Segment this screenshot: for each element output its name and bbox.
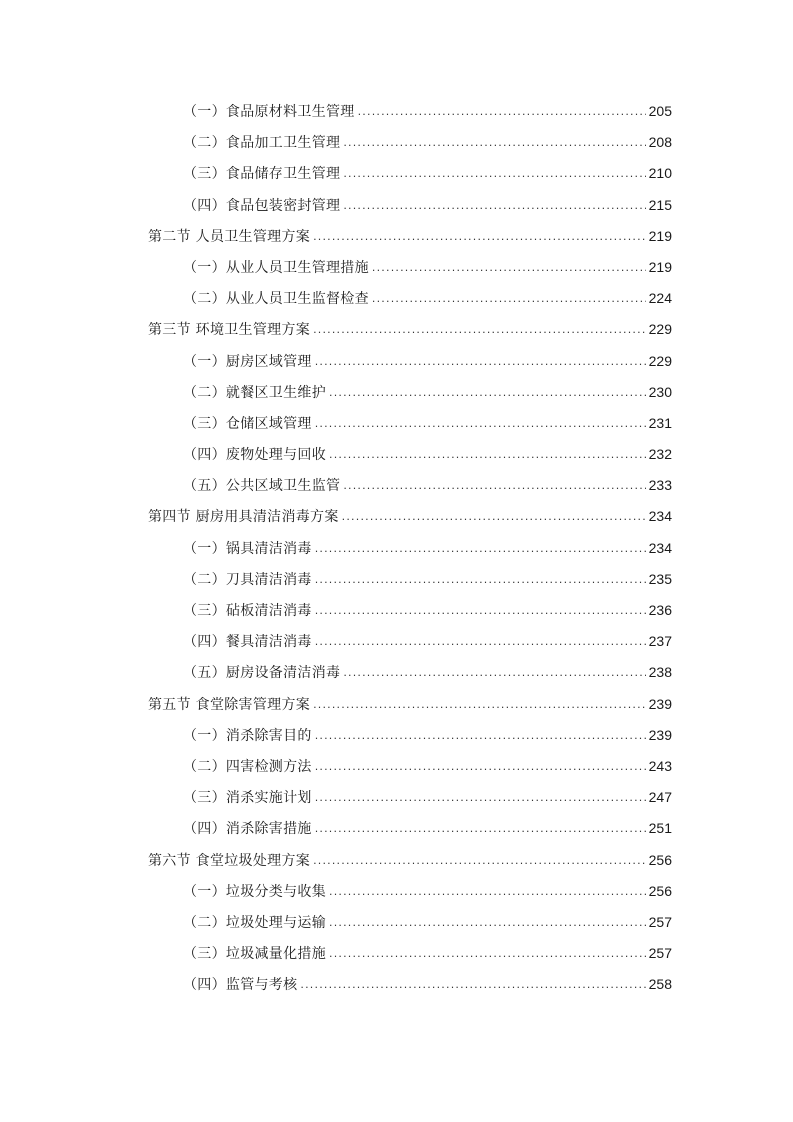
toc-entry[interactable]	[0, 252, 672, 283]
toc-leader-dots	[313, 689, 646, 720]
toc-entry-title: （三）垃圾减量化措施	[183, 946, 326, 963]
toc-leader-dots	[315, 533, 646, 564]
toc-page-number: 224	[648, 290, 672, 307]
toc-entry[interactable]	[0, 938, 672, 969]
toc-entry[interactable]	[0, 907, 672, 938]
toc-entry[interactable]	[0, 127, 672, 158]
toc-entry[interactable]	[0, 564, 672, 595]
toc-entry[interactable]	[0, 626, 672, 657]
toc-entry[interactable]	[0, 876, 672, 907]
toc-page-number: 256	[648, 882, 672, 899]
toc-page-number: 233	[648, 477, 672, 494]
toc-entry-title: （一）垃圾分类与收集	[183, 883, 326, 900]
toc-leader-dots	[343, 657, 645, 688]
toc-page-number: 234	[648, 539, 672, 556]
toc-entry-title: （二）刀具清洁消毒	[183, 571, 312, 588]
toc-leader-dots	[372, 283, 646, 314]
toc-page-number: 247	[648, 789, 672, 806]
toc-page-number: 239	[648, 726, 672, 743]
toc-page-number: 257	[648, 913, 672, 930]
toc-entry[interactable]	[0, 346, 672, 377]
toc-leader-dots	[315, 813, 646, 844]
toc-leader-dots	[343, 127, 645, 158]
toc-leader-dots	[315, 782, 646, 813]
toc-entry-title: （二）四害检测方法	[183, 758, 312, 775]
toc-page-number: 219	[648, 258, 672, 275]
toc-entry-title: （二）就餐区卫生维护	[183, 384, 326, 401]
toc-entry-title: （一）食品原材料卫生管理	[183, 104, 355, 120]
toc-page-number: 215	[648, 196, 672, 213]
toc-entry[interactable]	[0, 158, 672, 189]
toc-leader-dots	[315, 564, 646, 595]
toc-page-number: 256	[648, 851, 672, 868]
toc-entry-title: （四）废物处理与回收	[183, 447, 326, 464]
toc-leader-dots	[343, 190, 645, 221]
toc-page-number: 205	[648, 103, 672, 119]
toc-entry[interactable]	[0, 377, 672, 408]
toc-page-number: 219	[648, 227, 672, 244]
toc-leader-dots	[315, 720, 646, 751]
toc-entry-title: （四）餐具清洁消毒	[183, 634, 312, 651]
toc-leader-dots	[329, 876, 646, 907]
toc-entry-title: （五）厨房设备清洁消毒	[183, 665, 341, 682]
toc-entry-title: （四）食品包装密封管理	[183, 197, 341, 214]
toc-page-number: 243	[648, 757, 672, 774]
toc-entry[interactable]	[0, 969, 672, 1000]
toc-leader-dots	[329, 377, 646, 408]
toc-page-number: 251	[648, 820, 672, 837]
toc-section-title: 第四节 厨房用具清洁消毒方案	[148, 509, 339, 526]
toc-entry-title: （二）从业人员卫生监督检查	[183, 291, 369, 308]
toc-page-number: 232	[648, 446, 672, 463]
toc-page-number: 231	[648, 414, 672, 431]
toc-page-number: 230	[648, 383, 672, 400]
toc-leader-dots	[342, 501, 646, 532]
toc-leader-dots	[313, 221, 646, 252]
toc-page-number: 257	[648, 945, 672, 962]
toc-entry-title: （二）食品加工卫生管理	[183, 135, 341, 152]
toc-entry-title: （三）食品储存卫生管理	[183, 166, 341, 183]
toc-leader-dots	[315, 595, 646, 626]
toc-entry-title: （一）厨房区域管理	[183, 353, 312, 370]
toc-leader-dots	[315, 408, 646, 439]
toc-leader-dots	[358, 96, 646, 127]
toc-page-number: 236	[648, 602, 672, 618]
toc-page-number: 239	[648, 695, 672, 712]
toc-leader-dots	[313, 845, 646, 876]
toc-entry-title: （三）砧板清洁消毒	[183, 603, 312, 619]
table-of-contents	[0, 96, 793, 1000]
toc-entry[interactable]	[0, 96, 672, 127]
toc-leader-dots	[343, 470, 645, 501]
toc-entry-title: （二）垃圾处理与运输	[183, 914, 326, 931]
toc-leader-dots	[315, 626, 646, 657]
toc-leader-dots	[329, 907, 646, 938]
toc-section-entry[interactable]	[0, 314, 672, 345]
toc-page-number: 229	[648, 321, 672, 338]
toc-entry[interactable]	[0, 283, 672, 314]
toc-page-number: 258	[648, 976, 672, 993]
toc-leader-dots	[343, 158, 645, 189]
toc-entry-title: （五）公共区域卫生监管	[183, 478, 341, 495]
toc-page-number: 210	[648, 165, 672, 182]
toc-entry[interactable]	[0, 190, 672, 221]
toc-section-title: 第五节 食堂除害管理方案	[148, 696, 311, 713]
toc-entry[interactable]	[0, 751, 672, 782]
toc-entry[interactable]	[0, 720, 672, 751]
toc-page-number: 235	[648, 570, 672, 587]
toc-page-number: 234	[648, 508, 672, 525]
toc-leader-dots	[329, 938, 646, 969]
toc-page-number: 237	[648, 633, 672, 650]
toc-entry-title: （四）监管与考核	[183, 977, 298, 994]
toc-leader-dots	[300, 969, 645, 1000]
toc-entry[interactable]	[0, 533, 672, 564]
toc-page-number: 229	[648, 352, 672, 369]
toc-section-title: 第六节 食堂垃圾处理方案	[148, 852, 311, 869]
toc-entry[interactable]	[0, 408, 672, 439]
toc-entry-title: （三）消杀实施计划	[183, 790, 312, 807]
toc-section-entry[interactable]	[0, 501, 672, 532]
toc-section-entry[interactable]	[0, 221, 672, 252]
toc-entry-title: （一）消杀除害目的	[183, 727, 312, 744]
toc-entry-title: （一）锅具清洁消毒	[183, 540, 312, 557]
toc-leader-dots	[329, 439, 646, 470]
toc-page-number: 208	[648, 134, 672, 151]
toc-entry[interactable]	[0, 813, 672, 844]
toc-section-entry[interactable]	[0, 689, 672, 720]
toc-leader-dots	[315, 751, 646, 782]
toc-leader-dots	[372, 252, 646, 283]
toc-entry-title: （四）消杀除害措施	[183, 821, 312, 838]
toc-entry-title: （三）仓储区域管理	[183, 415, 312, 432]
toc-leader-dots	[315, 346, 646, 377]
toc-section-title: 第二节 人员卫生管理方案	[148, 228, 311, 245]
toc-entry[interactable]	[0, 470, 672, 501]
toc-entry-title: （一）从业人员卫生管理措施	[183, 259, 369, 276]
toc-entry[interactable]	[0, 439, 672, 470]
toc-section-title: 第三节 环境卫生管理方案	[148, 322, 311, 339]
toc-leader-dots	[313, 314, 646, 345]
toc-section-entry[interactable]	[0, 845, 672, 876]
toc-page-number: 238	[648, 664, 672, 681]
toc-entry[interactable]	[0, 782, 672, 813]
toc-entry[interactable]	[0, 657, 672, 688]
toc-entry[interactable]	[0, 595, 672, 626]
